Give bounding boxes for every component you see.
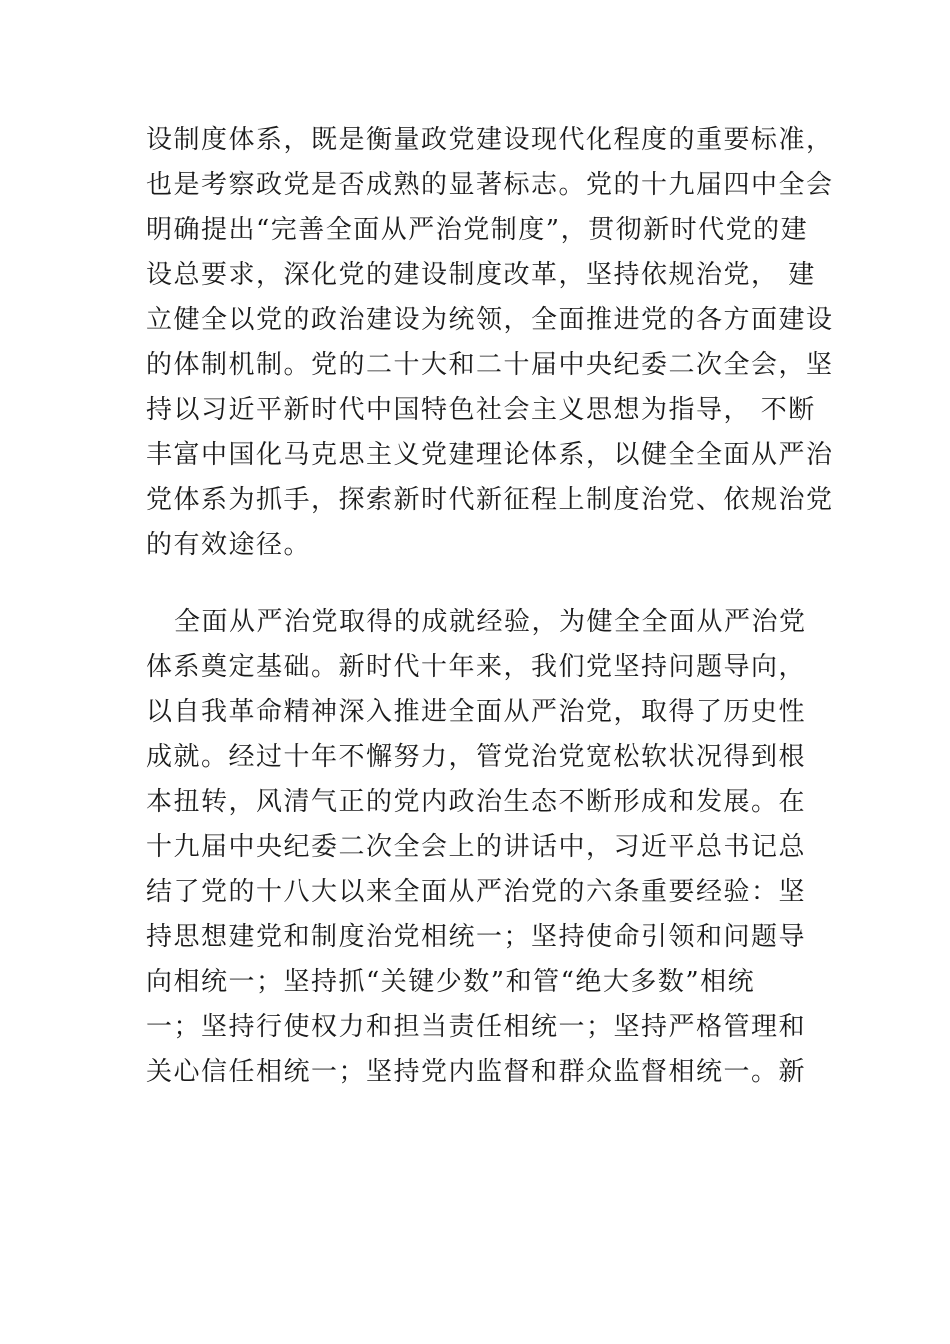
- text-line: 体系奠定基础。新时代十年来，我们党坚持问题导向，: [146, 652, 807, 682]
- text-line: 一；坚持行使权力和担当责任相统一；坚持严格管理和: [146, 1012, 807, 1042]
- text-line: 也是考察政党是否成熟的显著标志。党的十九届四中全会: [146, 170, 834, 200]
- text-line: 党体系为抓手，探索新时代新征程上制度治党、依规治党: [146, 485, 834, 515]
- text-line: 向相统一；坚持抓“关键少数”和管“绝大多数”相统: [146, 967, 756, 997]
- text-line: 持思想建党和制度治党相统一；坚持使命引领和问题导: [146, 922, 807, 952]
- text-line: 十九届中央纪委二次全会上的讲话中，习近平总书记总: [146, 832, 807, 862]
- text-line: 关心信任相统一；坚持党内监督和群众监督相统一。新: [146, 1057, 807, 1087]
- paragraph-1: [146, 118, 836, 568]
- text-line: 结了党的十八大以来全面从严治党的六条重要经验：坚: [146, 877, 807, 907]
- paragraph-2: [146, 600, 836, 1095]
- text-line: 的有效途径。: [146, 530, 312, 560]
- text-line: 本扭转，风清气正的党内政治生态不断形成和发展。在: [146, 787, 807, 817]
- text-line-first: 全面从严治党取得的成就经验，为健全全面从严治党: [174, 607, 807, 637]
- text-line: 设制度体系，既是衡量政党建设现代化程度的重要标准，: [146, 125, 834, 155]
- text-line: 立健全以党的政治建设为统领，全面推进党的各方面建设: [146, 305, 834, 335]
- text-line: 以自我革命精神深入推进全面从严治党，取得了历史性: [146, 697, 807, 727]
- text-line: 明确提出“完善全面从严治党制度”，贯彻新时代党的建: [146, 215, 809, 245]
- text-line: 成就。经过十年不懈努力，管党治党宽松软状况得到根: [146, 742, 807, 772]
- text-line: 丰富中国化马克思主义党建理论体系，以健全全面从严治: [146, 440, 834, 470]
- text-line: 设总要求，深化党的建设制度改革，坚持依规治党， 建: [146, 260, 816, 290]
- text-line: 持以习近平新时代中国特色社会主义思想为指导， 不断: [146, 395, 816, 425]
- text-line: 的体制机制。党的二十大和二十届中央纪委二次全会，坚: [146, 350, 834, 380]
